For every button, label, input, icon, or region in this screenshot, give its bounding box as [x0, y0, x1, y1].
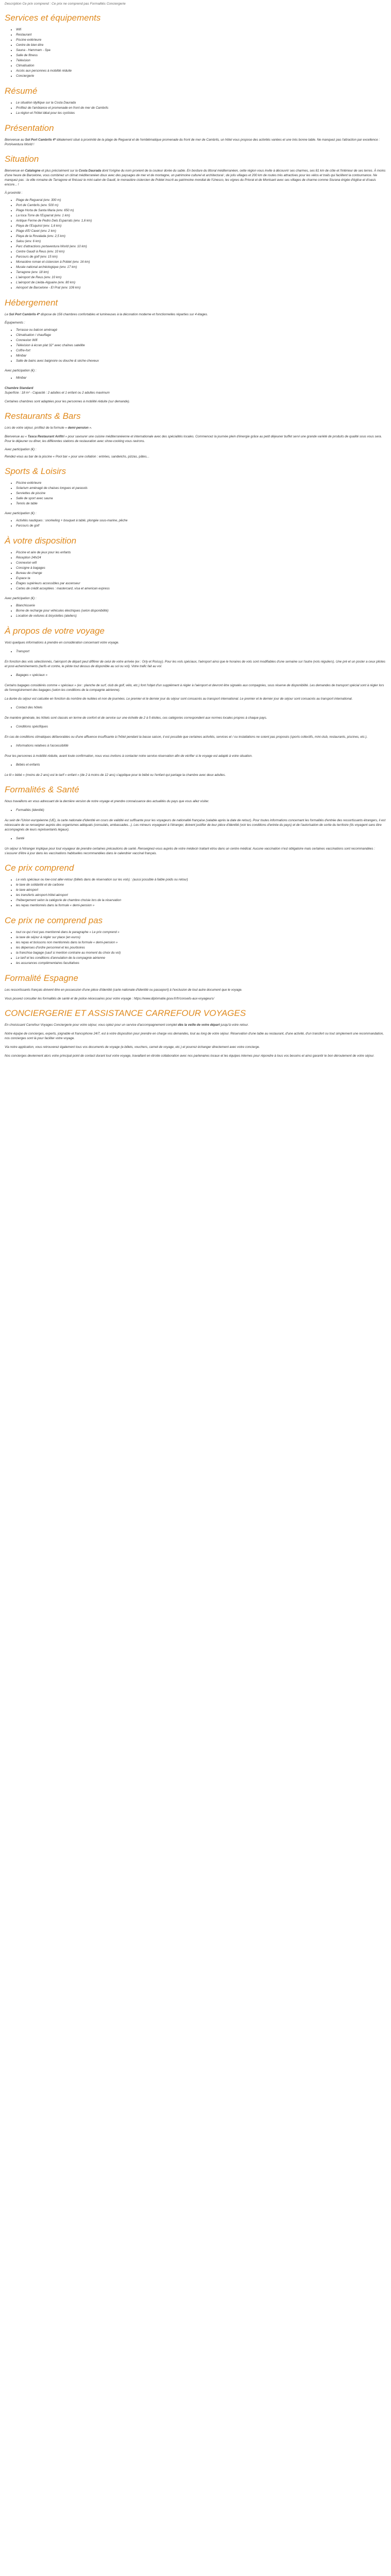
list-item: • Salou (env. 6 km) [16, 239, 386, 244]
list-item: • Sauna - Hammam - Spa [16, 48, 386, 53]
list-item: • Le vols spéciaux ou low-cost aller-retour (billets dans de réservation sur les vols) : (aussi possible à faible poids ou retour) [16, 877, 386, 883]
conciergerie-text4: Nos concierges deviennent alors votre principal point de contact durant tout votre voyage, travaillant en étroite collaboration avec nos partenaires locaux et les équipes internes pour répondre à tous vos besoins et ainsi garantir le bon déroulement de votre séjour. [5, 1054, 374, 1058]
list-item: • les repas mentionnés dans la formule « demi-pension » [16, 903, 386, 908]
conciergerie-title: CONCIERGERIE ET ASSISTANCE CARREFOUR VOYAGES [5, 1008, 246, 1018]
list-item: • Blanchisserie [16, 603, 386, 608]
formalites-text: Au sein de l'Union européenne (UE), la carte nationale d'identité en cours de validité est suffisante pour les voyageurs de nationalité française (valable après la date de retour). Pour toutes informations concernant les formalités d'entrée des ressortissants étrangers, il est nécessaire de se renseigner auprès des organismes adéquats (consulats, ambassades...). Les mineurs voyageant à l'étranger, doivent justifier de leur pièce d'identité (voir les conditions d'entrée du pays) et de l'autorisation de sortie du territoire (Ils voyagent sans être accompagnés de leurs représentants légaux). [5, 819, 386, 832]
list-item: • Playa de l'Esquirol (env. 1,6 km) [16, 224, 386, 229]
bebe-label: • Bébés et enfants [16, 762, 386, 768]
top-note: Description Ce prix comprend : Ce prix ne comprend pas Formalités Conciergerie [5, 2, 126, 6]
hotel-name: Sol Port Cambrils 4* [25, 138, 56, 142]
services-title: Services et équipements [5, 13, 101, 23]
transport-text: En fonction des vols sélectionnés, l'aéroport de départ peut différer de celui de votre arrivée (ex : Orly et Roissy). Pour les vols spéciaux, l'aéroport ainsi que le horaires de vols sont modifiables d'une semaine sur l'autre (vols réguliers). Une pré et un poster a ceux pilotes et post-acheminements (tarifs et contre, le pilote tout dessus de disponible au sol ou vol). Votre trafic fait au vol. [5, 660, 385, 668]
list-item: • le taxe de solidarité et de carbone [16, 883, 386, 888]
restaurants-intro-prefix: Lors de votre séjour, profitez de la formule « [5, 426, 68, 430]
sports-title: Sports & Loisirs [5, 466, 67, 476]
conditions-heading [5, 724, 386, 730]
room-title: Chambre Standard [5, 386, 34, 390]
formalites-label: • Formalités (identité) [16, 808, 386, 813]
list-item: • Consigne à bagages [16, 566, 386, 571]
transport-label: • Transport [16, 649, 386, 654]
restaurants-intro [5, 426, 386, 430]
list-item: • Plage de Regueral (env. 300 m) [16, 198, 386, 203]
list-item: • Minibar [16, 376, 386, 381]
formalite-espagne-text2: Vous pouvez consulter les formalités de santé et de police nécessaires pour votre voyage : https://www.diplomatie.gouv.fr/fr/conseils-aux-voyageurs/ [5, 997, 215, 1001]
coast-name: Costa Daurada [78, 169, 102, 173]
hebergement-participation-list [5, 376, 386, 381]
pmr-text: Pour les personnes à mobilité réduite, avant toute confirmation, nous vous invitons à contacter notre service réservation afin de vérifier si le voyage est adapté à votre situation. [5, 754, 253, 758]
hebergement-prefix: Le [5, 313, 9, 316]
list-item: • Antique Ferme de Pedro Dels Esparrats (env. 1,6 km) [16, 218, 386, 224]
list-item: • Activités nautiques : snorkeling + bouquet à tablé, plongée sous-marine, pêche [16, 518, 386, 523]
list-item: • Connexion wifi [16, 561, 386, 566]
list-item: • Cartes de crédit acceptées : mastercard, visa et american express [16, 586, 386, 591]
conditions-text: En cas de conditions climatiques défavorables ou d'une affluence insuffisante à l'hôtel pendant la basse saison, il est possible que certaines activités, services et / ou installations ne soient pas proposés (sports collectifs, mini-club, restaurants, piscines, etc.). [5, 735, 368, 739]
list-item: • Coffre-fort [16, 348, 386, 353]
presentation-text [5, 138, 386, 147]
hebergement-body: dispose de 156 chambres confortables et lumineuses à la décoration moderne et fonctionnelles réparties sur 4 étages. [40, 313, 208, 316]
list-item: • Tarragone (env. 18 km) [16, 270, 386, 275]
list-item: • Plage Horta de Santa Maria (env. 650 m) [16, 208, 386, 213]
list-item: • Wifi [16, 27, 386, 32]
arrivee-text: La durée du séjour est calculée en fonction du nombre de nuitées et non de journées. Le premier et le dernier jour du séjour sont consacrés au transport international. Le premier et le dernier jour de séjour sont consacrés au transport international. [5, 697, 353, 701]
list-item: • Centre de bien-être [16, 43, 386, 48]
list-item: • Musée national archéologique (env. 17 km) [16, 265, 386, 270]
conciergerie-text1-prefix: En choisissant Carrefour Voyages Conciergerie pour votre séjour, vous optez pour un service d'accompagnement complet [5, 1023, 178, 1027]
conciergerie-text1-rest: jusqu'à votre retour. [220, 1023, 249, 1027]
bagages-heading [5, 673, 386, 678]
list-item: • Serviettes de piscine [16, 491, 386, 496]
list-item: • le taxe aéroport [16, 888, 386, 893]
sports-participation-list [5, 518, 386, 529]
list-item: • Réception 24h/24 [16, 555, 386, 561]
conciergerie-text3: Via notre application, vous retrouverez également tous vos documents de voyage (e-billets, vouchers, carnet de voyage, etc.) et pourrez échanger directement avec votre concierge. [5, 1045, 260, 1049]
list-item: • Salle de sport avec sauna [16, 496, 386, 501]
list-item: • les dépenses d'ordre personnel et les pourboires [16, 945, 386, 951]
restaurants-body: » pour savourer une cuisine méditerranéenne et internationale avec des spécialités locales. Commencez la journée plein d'énergie grâce au petit déjeuner buffet servi une grande variété de produits de qualité sous vous sera. Pour le déjeuner ou dîner, les différentes stations de restauration avec show-cooking vous ravirons. [5, 435, 382, 443]
page [0, 0, 391, 1058]
list-item: • la franchise bagage (sauf si mention contraire au moment du choix du vol) [16, 951, 386, 956]
non-compris-title: Ce prix ne comprend pas [5, 916, 103, 925]
list-item: • les repas et boissons non mentionnés dans la formule « demi-pension » [16, 940, 386, 945]
conditions-label: • Conditions spécifiques [16, 724, 386, 730]
proximity-list [5, 198, 386, 291]
list-item: • Terrasse ou balcon aménagé [16, 328, 386, 333]
services-list [5, 27, 386, 79]
hebergement-title: Hébergement [5, 298, 58, 308]
list-item: • Port de Cambrils (env. 500 m) [16, 203, 386, 208]
disposition-participation-list [5, 603, 386, 619]
situation-mid: et plus précisément sur la [40, 169, 79, 173]
hotel-name: Sol Port Cambrils 4* [9, 313, 40, 316]
list-item: • Plage d'El Cavet (env. 2 km) [16, 229, 386, 234]
list-item: • Borne de recharge pour véhicules électriques (selon disponibilité) [16, 608, 386, 614]
list-item: • Télévision [16, 58, 386, 63]
restaurants-note: Rendez-vous au bar de la piscine « Pool bar » pour une collation : entrées, sandwichs, pizzas, pâtes... [5, 455, 150, 459]
sante-text: Un séjour à l'étranger implique pour tout voyageur de prendre certaines précautions de santé. Renseignez-vous auprès de votre médecin traitant et/ou dans un centre médical. Aucune vaccination n'est obligatoire mais certaines vaccinations sont recommandées : s'assurer d'être à jour dans les vaccinations habituelles recommandées dans le calendrier vaccinal français. [5, 847, 375, 855]
pmr-heading [5, 743, 386, 749]
list-item: • l'hébergement selon la catégorie de chambre choisie lors de la réservation [16, 898, 386, 903]
list-item: • Bureau de change [16, 571, 386, 576]
list-item: • Minibar [16, 353, 386, 359]
situation-text [5, 168, 386, 187]
list-item: • Tennis de table [16, 501, 386, 506]
sante-label: • Santé [16, 836, 386, 841]
bebe-heading [5, 762, 386, 768]
room-block [5, 386, 386, 395]
list-item: • les transferts aéroport-hôtel-aéroport [16, 893, 386, 898]
disposition-participation-label: Avec participation (€) : [5, 597, 37, 600]
disposition-title: À votre disposition [5, 536, 76, 546]
list-item: • Le situation idyllique sur la Costa Daurada [16, 100, 386, 106]
list-item: • la taxe de séjour à régler sur place (en euros) [16, 935, 386, 940]
list-item: • Solarium aménagé de chaises longues et parasols [16, 486, 386, 491]
list-item: • Climatisation / chauffage [16, 333, 386, 338]
room-description: Superficie : 18 m² - Capacité : 2 adultes et 1 enfant ou 2 adultes maximum [5, 391, 110, 395]
list-item: • Monastère roman et cistercien à Poblet (env. 16 km) [16, 260, 386, 265]
list-item: • Espace ta [16, 576, 386, 581]
proximity-label: À proximité : [5, 191, 23, 195]
propos-intro: Voici quelques informations à prendre en considération concernant votre voyage. [5, 641, 119, 645]
list-item: • Télévision à écran plat 32" avec chaînes satellite [16, 343, 386, 348]
compris-title: Ce prix comprend [5, 863, 74, 873]
restaurant-name: Tasca Restaurant Anfitri [27, 435, 64, 438]
hebergement-text [5, 312, 386, 317]
formalites-intro: Nous travaillons en vous adressant de la dernière version de notre voyage et prendre connaissance des actualités du pays que vous allez visiter. [5, 800, 209, 803]
disposition-list [5, 550, 386, 591]
list-item: • Salle de fitness [16, 53, 386, 58]
list-item: • Parcours de golf [16, 523, 386, 529]
resume-list [5, 100, 386, 116]
sports-participation-label: Avec participation (€) : [5, 512, 37, 515]
restaurants-text [5, 434, 386, 444]
hotels-heading [5, 705, 386, 710]
situation-prefix: Bienvenue en [5, 169, 25, 173]
list-item: • Climatisation [16, 63, 386, 69]
list-item: • Playa de la Rovalada (env. 2,5 km) [16, 234, 386, 239]
presentation-body: idéalement situé à proximité de la plage de Regueral et de l'emblématique promenade du front de mer de Cambrils, un hôtel vous propose des activités variées et une trés bonne table. Ne manquez pas l'attraction par excellence : PortAventura World ! [5, 138, 380, 146]
restaurants-participation-label: Avec participation (€) : [5, 448, 37, 451]
equipements-list [5, 328, 386, 364]
list-item: • Connexion Wifi [16, 338, 386, 343]
presentation-prefix: Bienvenue au [5, 138, 25, 142]
sante-heading [5, 836, 386, 841]
list-item: • Profitez de l'ambiance et promenade en front de mer de Cambrils [16, 106, 386, 111]
pmr-label: • Informations relatives à l'accessibilité [16, 743, 386, 749]
non-compris-list [5, 930, 386, 966]
sports-list [5, 481, 386, 506]
list-item: • Piscine et aire de jeux pour les enfants [16, 550, 386, 555]
list-item: • Restaurant [16, 32, 386, 38]
list-item: • Parc d'attractions portaventura World (env. 10 km) [16, 244, 386, 249]
conciergerie-text2: Notre équipe de concierges, experts, joignable et francophone 24/7, est à votre disposition pour prendre en charge vos demandes, tout au long de votre séjour. Réservation d'une table au restaurant, d'une activité, d'un transfert ou tout simplement une recommandation, nos concierges sont là pour faciliter votre voyage. [5, 1032, 384, 1040]
room-note: Certaines chambres sont adaptées pour les personnes à mobilité réduite (sur demande). [5, 400, 130, 403]
formalite-espagne-text1: Les ressortissants français doivent être en possession d'une pièce d'identité (carte nationale d'identité ou passeport) à l'exclusion de tout autre document que le voyage. [5, 988, 242, 992]
hebergement-participation-label: Avec participation (€) : [5, 369, 37, 372]
list-item: • Location de voitures & bicyclettes (ateliers) [16, 614, 386, 619]
equipements-label: Équipements : [5, 321, 25, 325]
list-item: • tout ce qui n'est pas mentionné dans le paragraphe « Le prix comprend » [16, 930, 386, 935]
conciergerie-text1 [5, 1023, 386, 1027]
list-item: • La région et l'hôtel idéal pour les cyclistes [16, 111, 386, 116]
restaurants-prefix: Bienvenue au « [5, 435, 28, 438]
hotels-label: • Contact des hôtels [16, 705, 386, 710]
bebe-text: Le lit « bébé » (moins de 2 ans) est le tarif « enfant » (de 2 à moins de 12 ans) s'applique pour le bébé ou l'enfant qui partage la chambre avec deux adultes. [5, 773, 226, 777]
conciergerie-highlight: dès la veille de votre départ [177, 1023, 220, 1027]
list-item: • Le tarif et les conditions d'annulation de la compagnie aérienne [16, 956, 386, 961]
list-item: • Accès aux personnes à mobilité réduite [16, 69, 386, 74]
list-item: • L'aéroport de Lleida-Alguaire (env. 80 km) [16, 280, 386, 285]
list-item: • Étages supérieurs accessibles par ascenseur [16, 581, 386, 586]
bagages-text: Certains bagages considérés comme « spéciaux » (ex : planche de surf, club de golf, vélo, etc.) font l'objet d'un supplément à régler à l'aéroport et devront être signalés aux compagnies, sous réserve de disponibilité. Les demandes de transport spécial sont à régler lors de l'enregistrement des bagages (selon les conditions de la compagnie aérienne). [5, 684, 384, 692]
hotels-text: De manière générale, les hôtels sont classés en terme de confort et de service sur une échelle de 2 à 5 étoiles, ces catégories correspondent aux normes locales propres à chaque pays. [5, 716, 267, 720]
board-formula: demi-pension [68, 426, 89, 430]
formalite-espagne-title: Formalité Espagne [5, 973, 78, 983]
resume-title: Résumé [5, 86, 38, 96]
situation-body: dont l'origine du nom provient de la couleur dorée du sable. En bordure du littoral méditerranéen, cette région vous invite à découvrir ses charmes, ses 81 km de côte et l'intérieur de ses terres. À moins d'une heure de Barcelone, vous combinez un climat méditerranéen doux avec des paysages de mer et de montagne, un patrimoine culturel et architectural ; de jolis villages et 200 km de routes très attractives pour les vélos et trails qui facilitent la contournance. Ne manquez pas : la ville romaine de Tarragone et finissez le mini-salon de Gaudí, le monastère cistercien de Poblet inscrit au patrimoine mondial de l'Unesco, les vignes du Priorat et de Montsant avec ses villages de charme comme Siurana érigée d'église et d'oasis encore... ! [5, 169, 386, 187]
list-item: • L'aéroport de Reus (env. 10 km) [16, 275, 386, 280]
list-item: • Centre Gaudí à Reus (env. 10 km) [16, 249, 386, 255]
propos-title: À propos de votre voyage [5, 626, 105, 636]
region-name: Catalogne [25, 169, 41, 173]
list-item: • Aéroport de Barcelone - El Prat (env. 106 km) [16, 285, 386, 291]
list-item: • Piscine extérieure [16, 481, 386, 486]
formalites-title: Formalités & Santé [5, 785, 79, 794]
situation-title: Situation [5, 154, 39, 164]
list-item: • Piscine extérieure [16, 38, 386, 43]
list-item: • Parcours de golf (env. 15 km) [16, 255, 386, 260]
compris-list [5, 877, 386, 908]
formalites-heading [5, 808, 386, 813]
list-item: • Conciergerie [16, 74, 386, 79]
restaurants-intro-rest: ». [88, 426, 92, 430]
list-item: • La Ioca Torre de l'Esparrat (env. 1 km) [16, 213, 386, 218]
bagages-label: • Bagages « spéciaux » [16, 673, 386, 678]
transport-heading [5, 649, 386, 654]
restaurants-title: Restaurants & Bars [5, 411, 81, 421]
presentation-title: Présentation [5, 123, 54, 133]
list-item: • les assurances complémentaires facultatives [16, 961, 386, 966]
list-item: • Salle de bains avec baignoire ou douche & sèche-cheveux [16, 359, 386, 364]
